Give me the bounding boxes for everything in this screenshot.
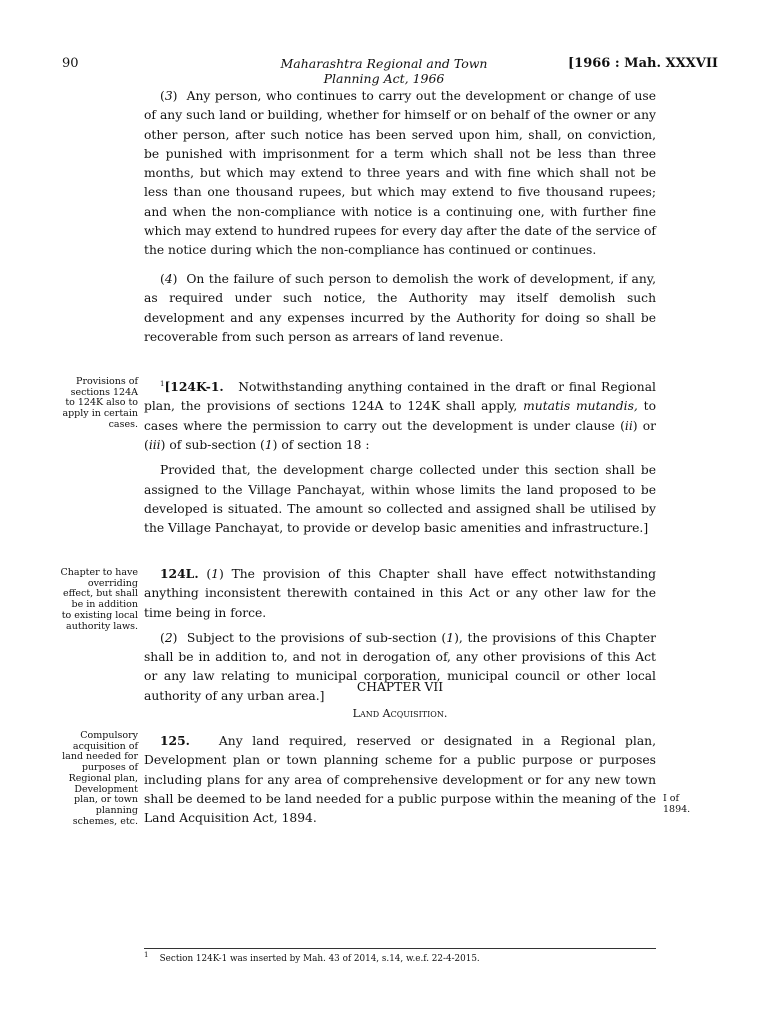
footnote-text: Section 124K-1 was inserted by Mah. 43 of 2014, s.14, w.e.f. 22-4-2015. — [159, 953, 480, 964]
act-title-line-1: Maharashtra Regional and Town — [280, 56, 488, 71]
section-text: Any land required, reserved or designated in a Regional plan, Development plan or town planning scheme for a public purpose or purposes including plans for any area of comprehensive development or for any new town shall be deemed to be land needed for a public purpose within the meaning of the Land Acquisition Act, 1894. — [144, 734, 656, 826]
section-124l: 124L. (1) The provision of this Chapter shall have effect notwithstanding anything inconsistent therewith contained in this Act or any other law for the time being in force. (2) Subject to the provisions of sub-section (1), the provisions of this Chapter shall be in addition to, and not in derogation of, any other provisions of this Act or any law relating to municipal corporation, municipal council or other local authority of any urban area.] — [144, 566, 656, 703]
section-text: ) or ( — [144, 418, 656, 452]
right-marginal-note — [663, 794, 723, 815]
subsection-number: 2 — [164, 630, 173, 645]
section-text: Notwithstanding anything contained in the draft or final Regional plan, the provisions of sections 124A to 124K shall apply, — [144, 380, 656, 414]
page-number: 90 — [62, 56, 79, 71]
section-heading: 124L. — [160, 566, 199, 581]
footnote — [144, 951, 480, 964]
footnote-divider — [144, 948, 656, 949]
section-124j-sub4: (4) On the failure of such person to demolish the work of development, if any, as required under such notice, the Authority may itself demolish such development and any expenses incurred by the Authority for doing so shall be recoverable from such person as arrears of land revenue. — [144, 272, 656, 344]
chapter-subtitle: Land Acquisition. — [352, 707, 448, 720]
section-125 — [144, 731, 656, 828]
footnote-mark: 1 — [144, 951, 149, 959]
running-header-title — [270, 56, 498, 86]
subsection-ref: 1 — [264, 437, 273, 452]
act-reference: I of — [663, 793, 680, 804]
section-heading: 125. — [160, 733, 190, 748]
subsection-ref: 1 — [446, 630, 455, 645]
section-124k1 — [144, 375, 656, 538]
section-text: ) of sub-section ( — [160, 437, 265, 452]
section-text: ) of section 18 : — [272, 437, 370, 452]
subsection-number: 4 — [164, 272, 173, 286]
marginal-note-124k1: Provisions of sections 124A to 124K also to apply in certain cases. — [62, 376, 138, 430]
section-124j-sub3: (3) Any person, who continues to carry out the development or change of use of any such land or building, whether for himself or on behalf of the owner or any other person, after such notice has been served upon him, shall, on conviction, be punished with imprisonment for a term which shall not be less than three months, but which may extend to three years and with fine which shall not be less than one thousand rupees, but which may extend to five thousand rupees; and when the non-compliance with notice is a continuing one, with further fine which may extend to hundred rupees for every day after the date of the service of the notice during which the non-compliance has continued or continues. — [144, 89, 656, 258]
marginal-note-124l: Chapter to have overriding effect, but shall be in addition to existing local authority laws. — [60, 567, 138, 632]
act-year: 1894. — [663, 803, 691, 815]
chapter-title: CHAPTER VII — [356, 680, 444, 694]
section-heading: [124K-1. — [164, 379, 224, 395]
clause-ref: ii — [624, 418, 633, 433]
clause-ref: iii — [148, 437, 161, 452]
latin-phrase: mutatis mutandis, — [523, 399, 638, 414]
subsection-text: Subject to the provisions of sub-section ( — [186, 630, 447, 645]
subsection-text: ), the provisions of this Chapter shall be in addition to, and not in derogation of, any other provisions of this Act or any law relating to municipal corporation, municipal council or other local authority of any urban area.] — [144, 630, 656, 703]
marginal-note-125: Compulsory acquisition of land needed for purposes of Regional plan, Development plan, or town planning schemes, etc. — [62, 730, 138, 827]
proviso: Provided that, the development charge collected under this section shall be assigned to the Village Panchayat, within whose limits the land proposed to be developed is situated. The amount so collected and assigned shall be utilised by the Village Panchayat, to provide or develop basic amenities and infrastructure.] — [144, 463, 656, 536]
subsection-number: 1 — [211, 567, 219, 581]
running-header-reference: [1966 : Mah. XXXVII — [568, 56, 719, 71]
subsection-text: On the failure of such person to demolish the work of development, if any, as required under such notice, the Authority may itself demolish such development and any expenses incurred by the Authority for doing so shall be recoverable from such person as arrears of land revenue. — [144, 272, 656, 344]
subsection-number: 3 — [164, 89, 173, 103]
act-title-line-2: Planning Act, 1966 — [323, 71, 445, 86]
footnote-reference: 1 — [160, 380, 165, 388]
subsection-text: The provision of this Chapter shall have effect notwithstanding anything inconsistent therewith contained in this Act or any other law for the time being in force. — [144, 567, 656, 620]
subsection-text: Any person, who continues to carry out the development or change of use of any such land or building, whether for himself or on behalf of the owner or any other person, after such notice has been served upon him, shall, on conviction, be punished with imprisonment for a term which shall not be less than three months, but which may extend to three years and with fine which shall not be less than one thousand rupees, but which may extend to five thousand rupees; and when the non-compliance with notice is a continuing one, with further fine which may extend to hundred rupees for every day after the date of the service of the notice during which the non-compliance has continued or continues. — [144, 89, 656, 258]
section-text: to cases where the permission to carry out the development is under clause ( — [144, 399, 656, 433]
